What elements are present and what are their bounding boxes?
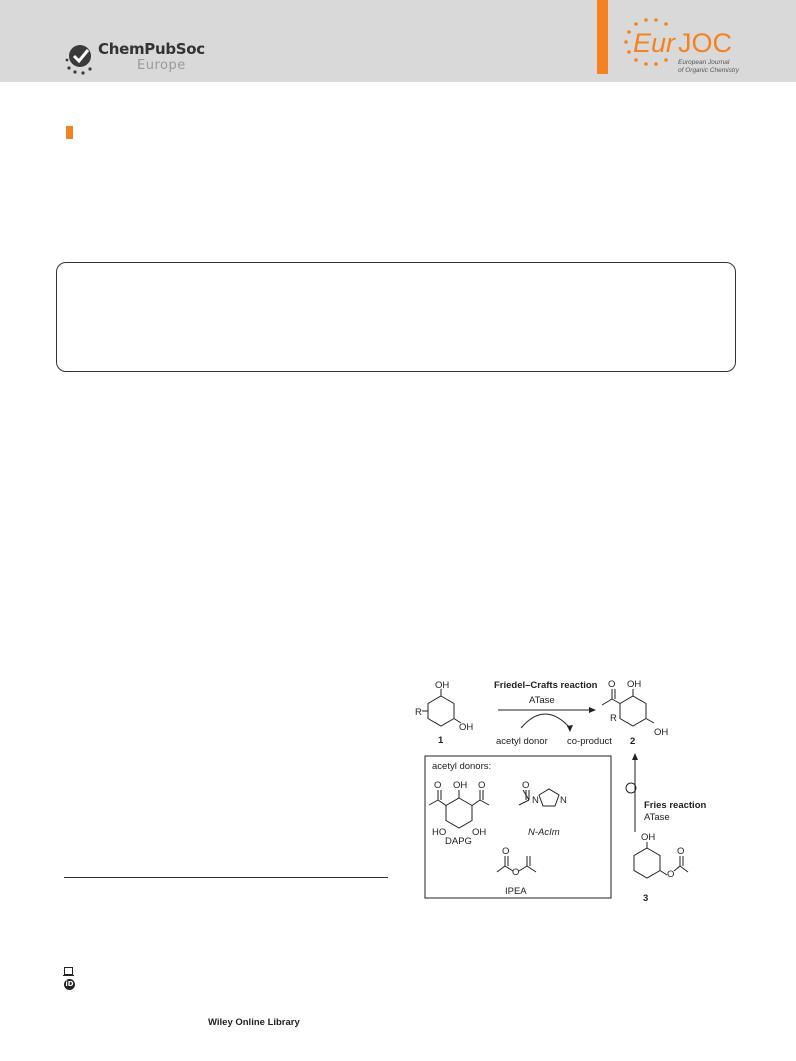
footnote-rule: [64, 877, 388, 878]
acetyl-donors-title: acetyl donors:: [432, 761, 492, 772]
compound1-oh-bottom: OH: [459, 722, 474, 733]
journal-full-name-line2: of Organic Chemistry: [678, 67, 740, 74]
compound2-r: R: [610, 713, 617, 724]
co-product-label: co-product: [567, 736, 612, 747]
nacim-label: N-AcIm: [528, 827, 560, 838]
compound3-o-top: O: [677, 846, 685, 857]
abstract-box: [56, 262, 736, 372]
wiley-online-library[interactable]: Wiley Online Library: [208, 1017, 300, 1028]
dapg-label: DAPG: [445, 836, 472, 847]
nacim-n1: N: [532, 795, 539, 806]
computer-icon: [64, 967, 73, 975]
compound2-ring: [620, 696, 646, 726]
dapg-o-left: O: [434, 780, 442, 791]
compound2-oh-top: OH: [627, 679, 642, 690]
atase-right: ATase: [644, 812, 670, 823]
nacim-o: O: [522, 780, 530, 791]
compound1-ring: [428, 696, 454, 726]
journal-header: [0, 0, 796, 82]
imidazole-ring: [539, 789, 559, 806]
publisher-region: Europe: [137, 58, 186, 73]
compound1-r: R: [415, 707, 422, 718]
dapg-ho: HO: [432, 827, 447, 838]
section-marker: [66, 126, 73, 139]
dapg-oh-bottom: OH: [472, 827, 487, 838]
acetyl-donor-label: acetyl donor: [496, 736, 548, 747]
reaction-scheme: [412, 672, 732, 904]
friedel-crafts-label: Friedel–Crafts reaction: [494, 680, 598, 691]
compound2-oh-bottom: OH: [654, 727, 669, 738]
dapg-ring: [446, 798, 472, 828]
compound3-o-bridge: O: [667, 869, 675, 880]
journal-logo-eur: Eur: [633, 28, 676, 58]
publisher-name: ChemPubSoc: [98, 40, 205, 58]
compound3-oh: OH: [641, 832, 656, 843]
ipea-o-top: O: [502, 846, 510, 857]
compound3-label: 3: [643, 893, 649, 904]
nacim-n2: N: [560, 795, 567, 806]
ipea-label: IPEA: [505, 886, 527, 897]
compound1-oh-top: OH: [435, 680, 450, 691]
atase-top: ATase: [529, 695, 555, 706]
accent-bar: [597, 0, 608, 74]
eurjoc-logo: [618, 12, 778, 82]
curved-arrow: [521, 714, 570, 728]
dapg-o-right: O: [478, 780, 486, 791]
orcid-icon[interactable]: iD: [65, 980, 74, 988]
compound3-ring: [634, 848, 660, 878]
dapg-oh-top: OH: [453, 780, 468, 791]
compound2-o: O: [608, 679, 616, 690]
fries-label: Fries reaction: [644, 800, 707, 811]
compound2-label: 2: [630, 736, 636, 747]
journal-logo-joc: JOC: [678, 28, 732, 58]
journal-full-name-line1: European Journal: [678, 59, 730, 66]
compound1-label: 1: [438, 735, 444, 746]
ipea-o-bridge: O: [512, 867, 520, 878]
